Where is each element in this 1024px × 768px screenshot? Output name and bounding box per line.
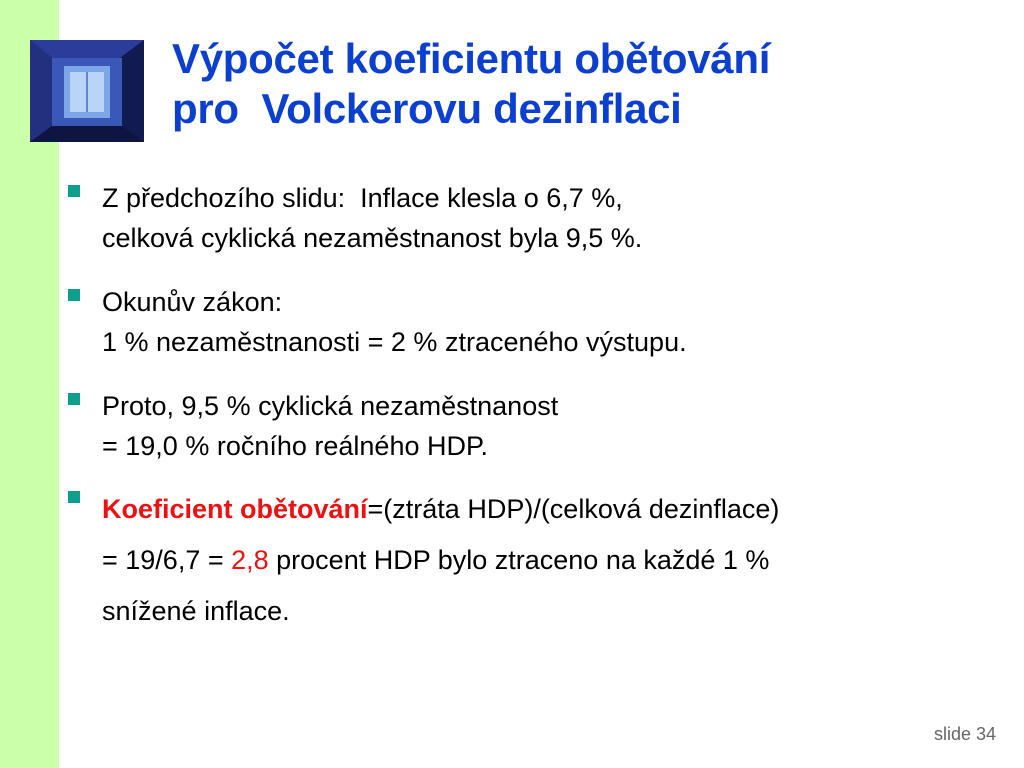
- bullet-text-line: Okunův zákon:: [102, 287, 283, 317]
- bullet-item-sacrifice-ratio: [66, 484, 996, 637]
- square-bullet-icon: [68, 289, 80, 301]
- bullet-item-therefore: [66, 386, 996, 466]
- slide-title: [172, 34, 992, 134]
- bullet-item-okun-law: [66, 282, 996, 362]
- slide-number: slide 34: [933, 724, 996, 744]
- bullet-list: [66, 178, 996, 637]
- calc-prefix: = 19/6,7 =: [102, 545, 232, 575]
- window-well-logo-icon: [30, 40, 144, 142]
- sacrifice-ratio-definition: [102, 484, 996, 535]
- title-line-2: pro Volckerovu dezinflaci: [172, 85, 682, 132]
- bullet-text-line: 1 % nezaměstnanosti = 2 % ztraceného výstupu.: [102, 327, 687, 357]
- title-line-1: Výpočet koeficientu obětování: [172, 35, 771, 82]
- bullet-item-previous-slide: [66, 178, 996, 258]
- sacrifice-ratio-result: 2,8: [231, 545, 269, 575]
- square-bullet-icon: [68, 185, 80, 197]
- calc-suffix: procent HDP bylo ztraceno na každé 1 %: [268, 545, 770, 575]
- bullet-text-line: celková cyklická nezaměstnanost byla 9,5 %.: [102, 223, 643, 253]
- sacrifice-ratio-formula: =(ztráta HDP)/(celková dezinflace): [367, 494, 780, 524]
- sacrifice-ratio-calculation: [102, 535, 996, 586]
- bullet-text-line: Proto, 9,5 % cyklická nezaměstnanost: [102, 391, 559, 421]
- square-bullet-icon: [68, 491, 80, 503]
- bullet-text-line: Z předchozího slidu: Inflace klesla o 6,7 %,: [102, 183, 623, 213]
- bullet-text-line: = 19,0 % ročního reálného HDP.: [102, 431, 489, 461]
- sacrifice-ratio-term: Koeficient obětování: [102, 494, 368, 524]
- bullet-text-line: snížené inflace.: [102, 596, 290, 626]
- square-bullet-icon: [68, 393, 80, 405]
